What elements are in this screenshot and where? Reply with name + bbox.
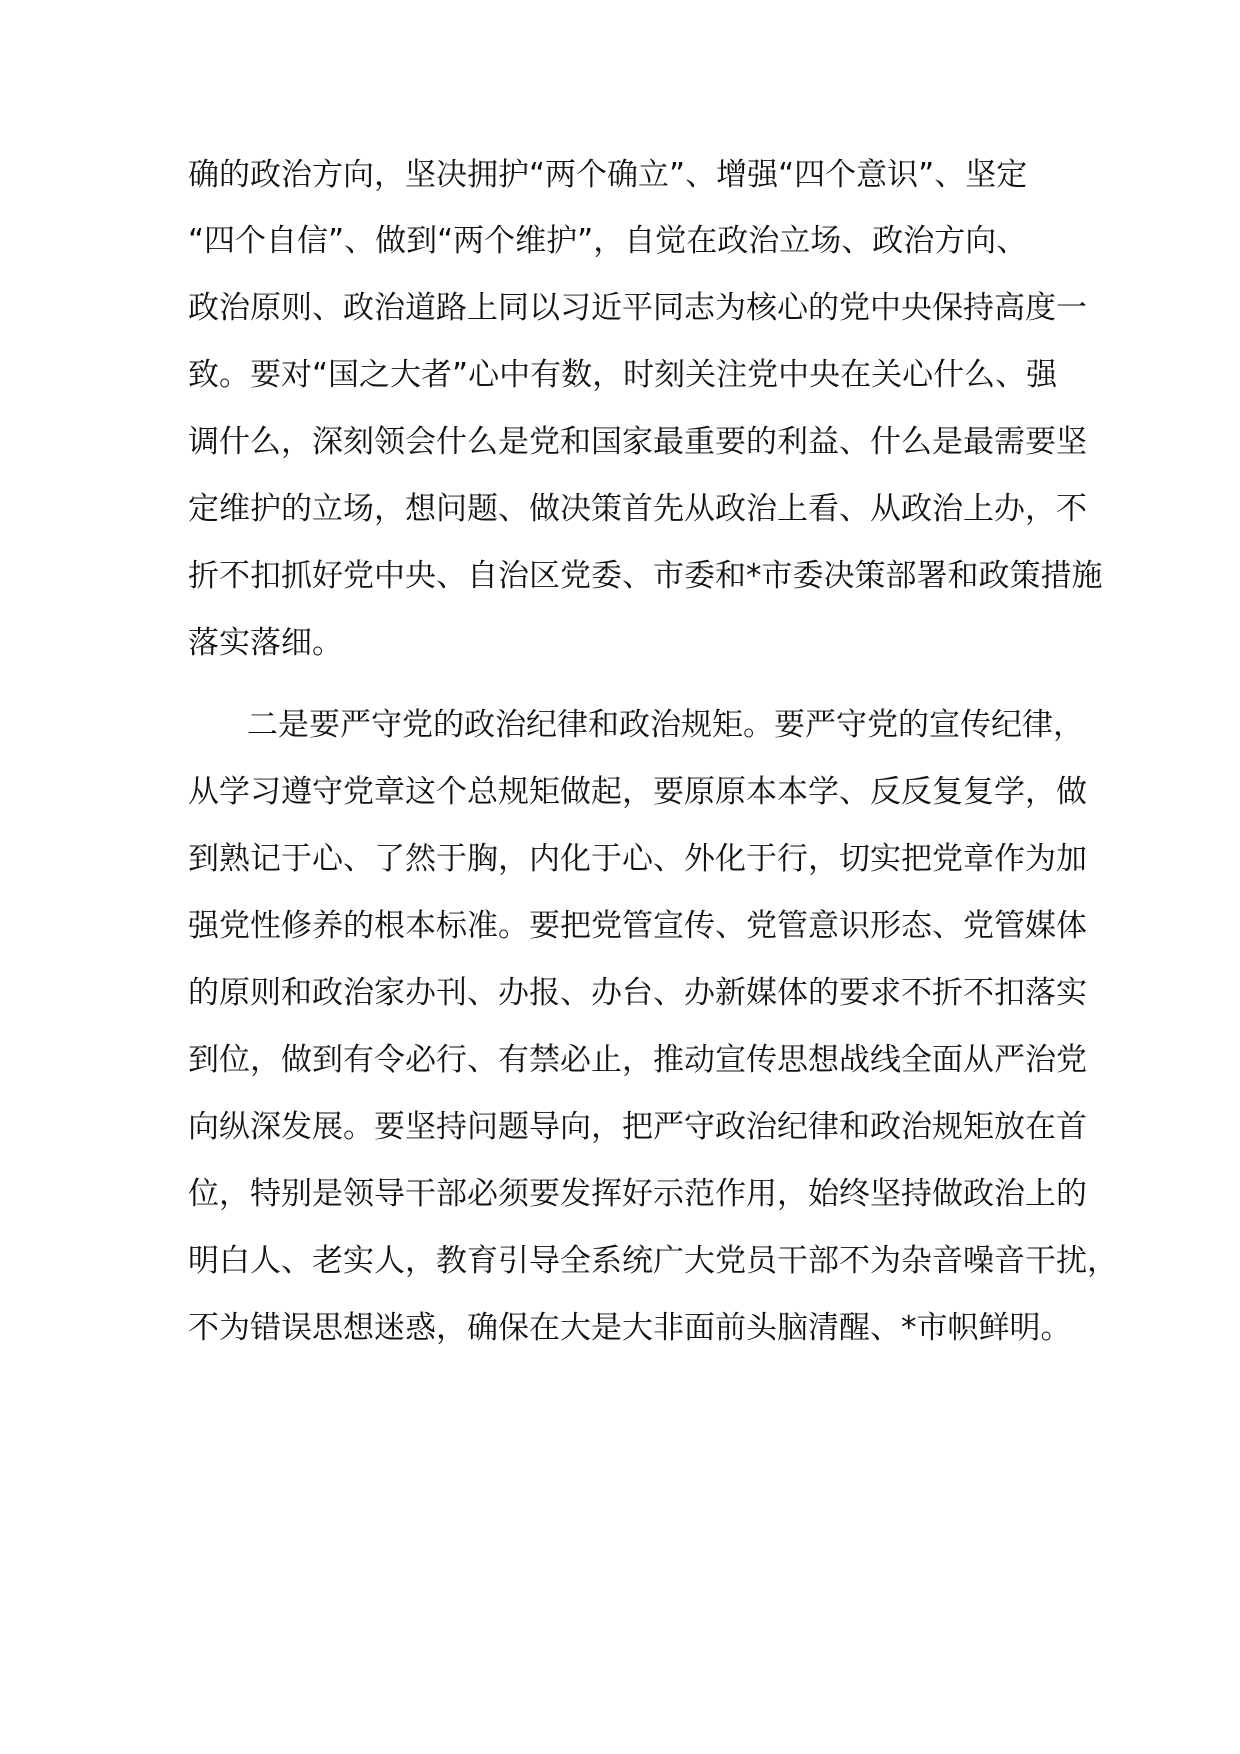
text-line: 到位，做到有令必行、有禁必止，推动宣传思想战线全面从严治党 bbox=[188, 1042, 1087, 1078]
text-line: 定维护的立场，想问题、做决策首先从政治上看、从政治上办，不 bbox=[188, 491, 1087, 527]
text-line: 强党性修养的根本标准。要把党管宣传、党管意识形态、党管媒体 bbox=[188, 908, 1087, 944]
text-line: 政治原则、政治道路上同以习近平同志为核心的党中央保持高度一 bbox=[188, 290, 1087, 326]
text-line: 不为错误思想迷惑，确保在大是大非面前头脑清醒、*市帜鲜明。 bbox=[188, 1310, 1072, 1346]
text-line: 落实落细。 bbox=[188, 625, 343, 661]
text-line: 折不扣抓好党中央、自治区党委、市委和*市委决策部署和政策措施 bbox=[188, 558, 1103, 594]
text-line: 到熟记于心、了然于胸，内化于心、外化于行，切实把党章作为加 bbox=[188, 841, 1087, 877]
text-line: 确的政治方向，坚决拥护“两个确立”、增强“四个意识”、坚定 bbox=[188, 157, 1028, 193]
text-line: “四个自信”、做到“两个维护”，自觉在政治立场、政治方向、 bbox=[188, 223, 1028, 259]
text-line: 致。要对“国之大者”心中有数，时刻关注党中央在关心什么、强 bbox=[188, 357, 1058, 393]
text-line: 明白人、老实人，教育引导全系统广大党员干部不为杂音噪音干扰， bbox=[188, 1243, 1118, 1279]
text-line: 从学习遵守党章这个总规矩做起，要原原本本学、反反复复学，做 bbox=[188, 774, 1087, 810]
text-line: 向纵深发展。要坚持问题导向，把严守政治纪律和政治规矩放在首 bbox=[188, 1109, 1087, 1145]
text-line: 调什么，深刻领会什么是党和国家最重要的利益、什么是最需要坚 bbox=[188, 424, 1087, 460]
text-line: 位，特别是领导干部必须要发挥好示范作用，始终坚持做政治上的 bbox=[188, 1176, 1087, 1212]
text-line: 的原则和政治家办刊、办报、办台、办新媒体的要求不折不扣落实 bbox=[188, 975, 1087, 1011]
paragraph-heading-line: 二是要严守党的政治纪律和政治规矩。要严守党的宣传纪律， bbox=[247, 707, 1084, 743]
